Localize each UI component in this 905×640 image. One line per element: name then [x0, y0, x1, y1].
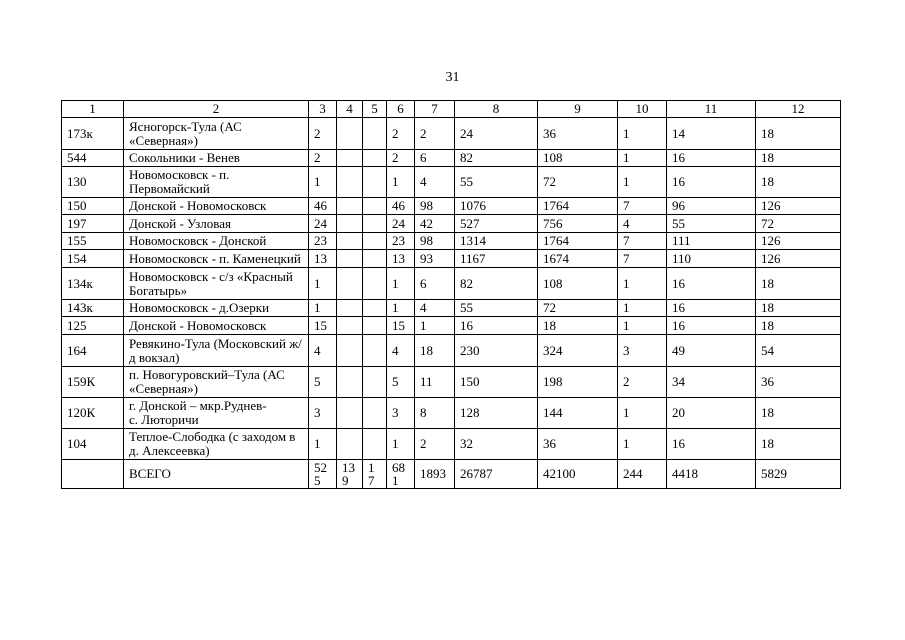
route-number-cell: 125: [62, 317, 124, 335]
col7-cell: 1: [415, 317, 455, 335]
col12-cell: 72: [756, 215, 841, 233]
route-name-cell: Новомосковск - с/з «Красный Богатырь»: [124, 268, 309, 300]
col3-cell: 4: [309, 335, 337, 367]
route-number-cell: 155: [62, 233, 124, 250]
header-cell-3: 3: [309, 101, 337, 118]
col10-cell: 1: [618, 300, 667, 317]
col6-cell: 2: [387, 150, 415, 167]
header-cell-1: 1: [62, 101, 124, 118]
col10-cell: 244: [618, 460, 667, 489]
col11-cell: 110: [667, 250, 756, 268]
route-name-cell: Сокольники - Венев: [124, 150, 309, 167]
col9-cell: 108: [538, 268, 618, 300]
col7-cell: 6: [415, 150, 455, 167]
col12-cell: 18: [756, 167, 841, 198]
table-row: [62, 300, 841, 317]
table-row: [62, 429, 841, 460]
route-number-cell: 134к: [62, 268, 124, 300]
total-value: 139: [342, 460, 355, 488]
col9-cell: 72: [538, 300, 618, 317]
col11-cell: 16: [667, 429, 756, 460]
col7-cell: 6: [415, 268, 455, 300]
route-name-cell: ВСЕГО: [124, 460, 309, 489]
col3-cell: 46: [309, 198, 337, 215]
col10-cell: 2: [618, 367, 667, 398]
col6-cell: [387, 460, 415, 489]
route-number-cell: 197: [62, 215, 124, 233]
header-cell-12: 12: [756, 101, 841, 118]
col10-cell: 1: [618, 268, 667, 300]
route-number-cell: 164: [62, 335, 124, 367]
col4-cell: [337, 250, 363, 268]
table-row: [62, 167, 841, 198]
table-header: [62, 101, 841, 118]
col12-cell: 18: [756, 429, 841, 460]
col5-cell: [363, 460, 387, 489]
col9-cell: 756: [538, 215, 618, 233]
header-cell-7: 7: [415, 101, 455, 118]
col6-cell: 46: [387, 198, 415, 215]
header-cell-11: 11: [667, 101, 756, 118]
col7-cell: 2: [415, 429, 455, 460]
col8-cell: 82: [455, 150, 538, 167]
col3-cell: 1: [309, 268, 337, 300]
table-row: [62, 198, 841, 215]
col6-cell: 1: [387, 167, 415, 198]
col7-cell: 42: [415, 215, 455, 233]
col10-cell: 7: [618, 233, 667, 250]
col11-cell: 16: [667, 150, 756, 167]
route-name-cell: Ревякино-Тула (Московский ж/д вокзал): [124, 335, 309, 367]
col6-cell: 1: [387, 300, 415, 317]
header-cell-4: 4: [337, 101, 363, 118]
col9-cell: 144: [538, 398, 618, 429]
col11-cell: 4418: [667, 460, 756, 489]
col6-cell: 13: [387, 250, 415, 268]
col4-cell: [337, 367, 363, 398]
col7-cell: 4: [415, 167, 455, 198]
col6-cell: 5: [387, 367, 415, 398]
total-row: [62, 460, 841, 489]
col3-cell: 1: [309, 429, 337, 460]
route-number-cell: 130: [62, 167, 124, 198]
col11-cell: 49: [667, 335, 756, 367]
col5-cell: [363, 268, 387, 300]
col5-cell: [363, 367, 387, 398]
col4-cell: [337, 215, 363, 233]
table-body: [62, 118, 841, 489]
col4-cell: [337, 268, 363, 300]
col8-cell: 150: [455, 367, 538, 398]
col5-cell: [363, 300, 387, 317]
col7-cell: 18: [415, 335, 455, 367]
route-name-cell: п. Новогуровский–Тула (АС «Северная»): [124, 367, 309, 398]
col9-cell: 1764: [538, 233, 618, 250]
header-row: [62, 101, 841, 118]
col12-cell: 5829: [756, 460, 841, 489]
col6-cell: 4: [387, 335, 415, 367]
col5-cell: [363, 215, 387, 233]
col3-cell: 24: [309, 215, 337, 233]
col4-cell: [337, 118, 363, 150]
col9-cell: 108: [538, 150, 618, 167]
col5-cell: [363, 317, 387, 335]
col10-cell: 7: [618, 198, 667, 215]
col3-cell: 1: [309, 167, 337, 198]
col8-cell: 24: [455, 118, 538, 150]
route-name-cell: Новомосковск - п. Каменецкий: [124, 250, 309, 268]
total-value: 525: [314, 460, 327, 488]
col4-cell: [337, 429, 363, 460]
col12-cell: 126: [756, 233, 841, 250]
header-cell-2: 2: [124, 101, 309, 118]
col8-cell: 82: [455, 268, 538, 300]
table-row: [62, 250, 841, 268]
col12-cell: 54: [756, 335, 841, 367]
col3-cell: 13: [309, 250, 337, 268]
total-value: 681: [392, 460, 405, 488]
col3-cell: 3: [309, 398, 337, 429]
route-number-cell: 173к: [62, 118, 124, 150]
col9-cell: 1674: [538, 250, 618, 268]
col6-cell: 1: [387, 268, 415, 300]
route-number-cell: [62, 460, 124, 489]
col3-cell: 2: [309, 150, 337, 167]
col5-cell: [363, 398, 387, 429]
col8-cell: 26787: [455, 460, 538, 489]
table-row: [62, 268, 841, 300]
table-row: [62, 398, 841, 429]
route-table: [61, 100, 841, 489]
col9-cell: 198: [538, 367, 618, 398]
col6-cell: 15: [387, 317, 415, 335]
col3-cell: 15: [309, 317, 337, 335]
col5-cell: [363, 150, 387, 167]
table-row: [62, 367, 841, 398]
header-cell-9: 9: [538, 101, 618, 118]
table-row: [62, 317, 841, 335]
col5-cell: [363, 167, 387, 198]
col10-cell: 3: [618, 335, 667, 367]
col11-cell: 14: [667, 118, 756, 150]
table-row: [62, 335, 841, 367]
col10-cell: 4: [618, 215, 667, 233]
col10-cell: 1: [618, 317, 667, 335]
col7-cell: 8: [415, 398, 455, 429]
col11-cell: 55: [667, 215, 756, 233]
col10-cell: 1: [618, 429, 667, 460]
col11-cell: 96: [667, 198, 756, 215]
col12-cell: 18: [756, 268, 841, 300]
table-row: [62, 233, 841, 250]
col7-cell: 11: [415, 367, 455, 398]
col7-cell: 98: [415, 233, 455, 250]
route-number-cell: 159К: [62, 367, 124, 398]
col11-cell: 16: [667, 167, 756, 198]
col4-cell: [337, 460, 363, 489]
page-number: 31: [445, 70, 460, 85]
col7-cell: 93: [415, 250, 455, 268]
col12-cell: 18: [756, 317, 841, 335]
col12-cell: 18: [756, 300, 841, 317]
col12-cell: 18: [756, 150, 841, 167]
col4-cell: [337, 398, 363, 429]
header-cell-5: 5: [363, 101, 387, 118]
col6-cell: 1: [387, 429, 415, 460]
col4-cell: [337, 198, 363, 215]
route-name-cell: г. Донской – мкр.Руднев-с. Люторичи: [124, 398, 309, 429]
col4-cell: [337, 233, 363, 250]
col12-cell: 126: [756, 198, 841, 215]
col12-cell: 18: [756, 398, 841, 429]
col3-cell: 5: [309, 367, 337, 398]
route-number-cell: 150: [62, 198, 124, 215]
route-name-cell: Донской - Новомосковск: [124, 198, 309, 215]
route-name-cell: Ясногорск-Тула (АС «Северная»): [124, 118, 309, 150]
col9-cell: 18: [538, 317, 618, 335]
col8-cell: 1314: [455, 233, 538, 250]
route-name-cell: Теплое-Слободка (с заходом в д. Алексеевка): [124, 429, 309, 460]
route-number-cell: 143к: [62, 300, 124, 317]
col10-cell: 1: [618, 150, 667, 167]
route-number-cell: 120К: [62, 398, 124, 429]
col8-cell: 527: [455, 215, 538, 233]
header-cell-6: 6: [387, 101, 415, 118]
col10-cell: 7: [618, 250, 667, 268]
col6-cell: 24: [387, 215, 415, 233]
route-name-cell: Новомосковск - Донской: [124, 233, 309, 250]
col9-cell: 42100: [538, 460, 618, 489]
col3-cell: [309, 460, 337, 489]
col11-cell: 16: [667, 300, 756, 317]
col9-cell: 72: [538, 167, 618, 198]
col10-cell: 1: [618, 167, 667, 198]
col4-cell: [337, 335, 363, 367]
col6-cell: 23: [387, 233, 415, 250]
col3-cell: 1: [309, 300, 337, 317]
col4-cell: [337, 167, 363, 198]
route-name-cell: Новомосковск - п. Первомайский: [124, 167, 309, 198]
col8-cell: 230: [455, 335, 538, 367]
col4-cell: [337, 300, 363, 317]
col10-cell: 1: [618, 118, 667, 150]
col9-cell: 324: [538, 335, 618, 367]
table-row: [62, 118, 841, 150]
col8-cell: 55: [455, 167, 538, 198]
col4-cell: [337, 150, 363, 167]
col7-cell: 98: [415, 198, 455, 215]
col5-cell: [363, 233, 387, 250]
col7-cell: 4: [415, 300, 455, 317]
col8-cell: 1167: [455, 250, 538, 268]
col6-cell: 2: [387, 118, 415, 150]
col5-cell: [363, 118, 387, 150]
col6-cell: 3: [387, 398, 415, 429]
col3-cell: 2: [309, 118, 337, 150]
col9-cell: 1764: [538, 198, 618, 215]
col10-cell: 1: [618, 398, 667, 429]
route-name-cell: Донской - Узловая: [124, 215, 309, 233]
col12-cell: 36: [756, 367, 841, 398]
col5-cell: [363, 429, 387, 460]
col7-cell: 1893: [415, 460, 455, 489]
route-name-cell: Донской - Новомосковск: [124, 317, 309, 335]
col11-cell: 111: [667, 233, 756, 250]
col7-cell: 2: [415, 118, 455, 150]
col8-cell: 32: [455, 429, 538, 460]
header-cell-10: 10: [618, 101, 667, 118]
table-row: [62, 150, 841, 167]
col4-cell: [337, 317, 363, 335]
col8-cell: 16: [455, 317, 538, 335]
route-number-cell: 104: [62, 429, 124, 460]
total-value: 17: [368, 460, 375, 488]
col8-cell: 55: [455, 300, 538, 317]
col8-cell: 1076: [455, 198, 538, 215]
header-cell-8: 8: [455, 101, 538, 118]
table-row: [62, 215, 841, 233]
route-number-cell: 154: [62, 250, 124, 268]
col5-cell: [363, 335, 387, 367]
col11-cell: 16: [667, 268, 756, 300]
col11-cell: 34: [667, 367, 756, 398]
col9-cell: 36: [538, 429, 618, 460]
col5-cell: [363, 250, 387, 268]
col11-cell: 16: [667, 317, 756, 335]
col3-cell: 23: [309, 233, 337, 250]
col12-cell: 126: [756, 250, 841, 268]
col12-cell: 18: [756, 118, 841, 150]
col8-cell: 128: [455, 398, 538, 429]
route-name-cell: Новомосковск - д.Озерки: [124, 300, 309, 317]
col9-cell: 36: [538, 118, 618, 150]
col5-cell: [363, 198, 387, 215]
route-number-cell: 544: [62, 150, 124, 167]
col11-cell: 20: [667, 398, 756, 429]
